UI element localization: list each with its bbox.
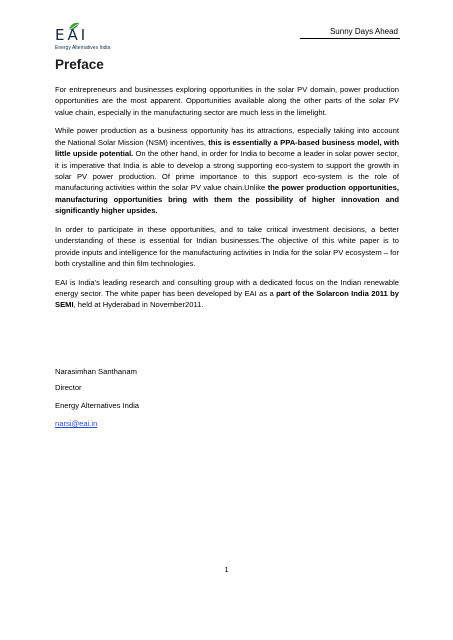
paragraph-2-bold-a: this is essentially a PPA-based business model, with little upside potential. [55,137,399,159]
paragraph-4-text-b: , held at Hyderabad in November2011. [73,300,204,310]
paragraph-3: In order to participate in these opportunities, and to take critical investment decisions, a better understanding of these is essential for Indian businesses.The objective of this white paper is to provide inputs and intelligence for the manufacturing activities in India for the solar PV ecosystem – for both crystalline and thin film technologies. [55,224,400,269]
signature-email-link[interactable]: narsi@eai.in [55,419,98,428]
logo-tagline: Energy Alternatives India [55,45,111,51]
paragraph-4 [55,277,399,311]
paragraph-2-text-a: While power production as a business opportunity has its attractions, especially taking into account the National Solar Mission (NSM) incentives, [55,126,399,147]
paragraph-2-bold-b: the power production opportunities, manufacturing opportunities bring with them the possibility of higher innovation and significantly higher upsides. [55,183,399,216]
page-number: 1 [224,565,229,574]
logo-text: EAI [55,26,89,44]
eai-logo [55,22,135,50]
page-heading: Preface [55,57,104,72]
paragraph-4-text-a: EAI is India’s leading research and consulting group with a dedicated focus on the Indian renewable energy sector. The white paper has been developed by EAI as a [55,277,399,299]
signature-org: Energy Alternatives India [55,401,140,410]
header-rule [300,38,400,39]
paragraph-4-bold: part of the Solarcon India 2011 by SEMI [55,289,399,310]
paragraph-2 [55,125,399,216]
signature-role: Director [55,383,82,392]
header-title: Sunny Days Ahead [329,27,398,36]
preface-content [55,84,399,318]
paragraph-2-text-b: On the other hand, in order for India to become a leader in solar power sector, it is imperative that India is able to develop a strong supporting eco-system to support the growth in solar PV power production. Of prime importance to this support eco-system is the role of manufacturing activities within the solar PV value chain.Unlike [55,149,399,193]
paragraph-1: For entrepreneurs and businesses exploring opportunities in the solar PV domain, power production opportunities are the most apparent. Opportunities available along the other parts of the solar PV value chain, especially in the manufacturing sector are much less in the limelight. [55,85,399,117]
signature-name: Narasimhan Santhanam [55,367,137,376]
